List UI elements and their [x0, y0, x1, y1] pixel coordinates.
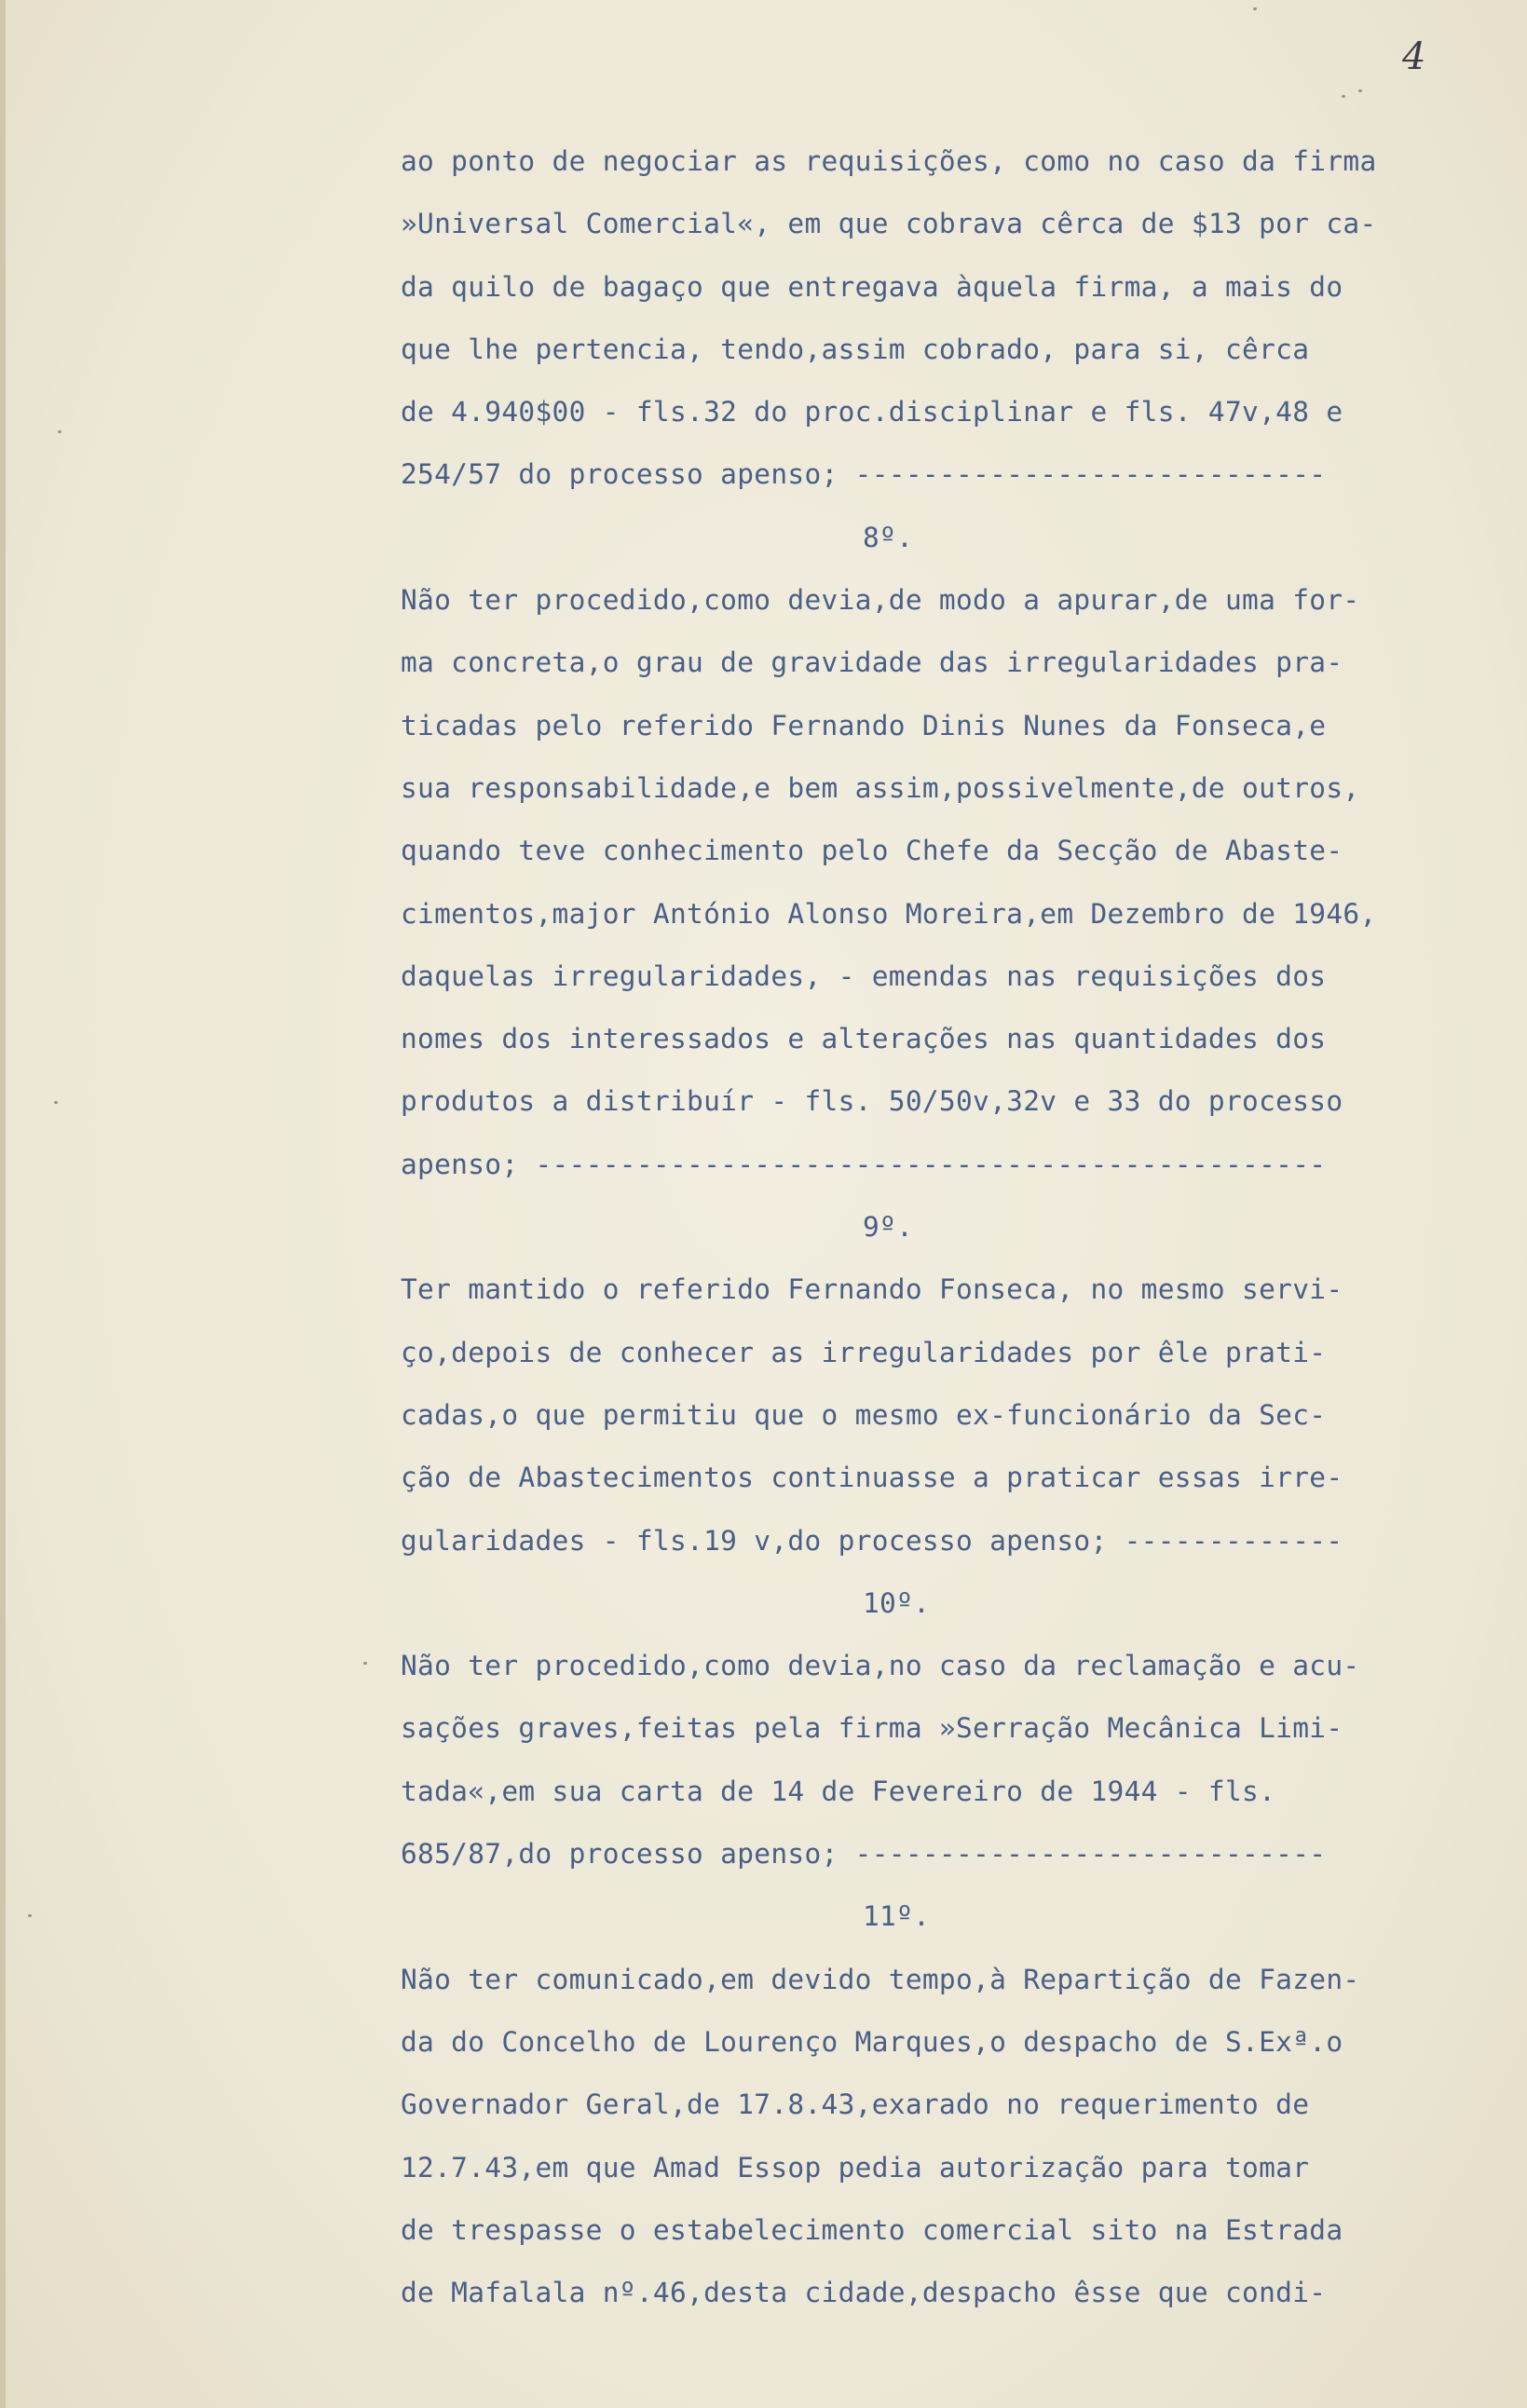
text-line: de Mafalala nº.46,desta cidade,despacho êsse que condi- — [401, 2277, 1327, 2309]
text-line: que lhe pertencia, tendo,assim cobrado, para si, cêrca — [401, 333, 1310, 365]
paper-speck — [58, 430, 61, 433]
section-number: 8º. — [863, 521, 914, 553]
text-line: quando teve conhecimento pelo Chefe da Secção de Abaste- — [401, 835, 1343, 867]
text-line: Ter mantido o referido Fernando Fonseca, no mesmo servi- — [401, 1273, 1343, 1306]
text-line: »Universal Comercial«, em que cobrava cêrca de $13 por ca- — [401, 208, 1377, 240]
text-line: Governador Geral,de 17.8.43,exarado no requerimento de — [401, 2088, 1310, 2121]
page-number: 4 — [1402, 35, 1426, 78]
text-line: 12.7.43,em que Amad Essop pedia autorização para tomar — [401, 2151, 1310, 2184]
text-line: de 4.940$00 - fls.32 do proc.disciplinar e fls. 47v,48 e — [401, 396, 1343, 429]
text-line: tada«,em sua carta de 14 de Fevereiro de 1944 - fls. — [401, 1775, 1276, 1807]
text-line: ço,depois de conhecer as irregularidades por êle prati- — [401, 1336, 1327, 1368]
paper-speck — [1253, 7, 1257, 10]
text-line: de trespasse o estabelecimento comercial sito na Estrada — [401, 2213, 1343, 2246]
text-line: ao ponto de negociar as requisições, como no caso da firma — [401, 145, 1377, 177]
text-line: Não ter comunicado,em devido tempo,à Repartição de Fazen- — [401, 1963, 1360, 1995]
text-line: Não ter procedido,como devia,de modo a apurar,de uma for- — [401, 584, 1360, 617]
paper-edge — [0, 0, 6, 2408]
text-line: Não ter procedido,como devia,no caso da reclamação e acu- — [401, 1650, 1360, 1682]
text-line: ma concreta,o grau de gravidade das irregularidades pra- — [401, 646, 1343, 679]
paper-speck — [54, 1101, 58, 1104]
section-number: 9º. — [863, 1211, 914, 1244]
paper-speck — [363, 1662, 367, 1665]
section-number: 10º. — [863, 1586, 931, 1619]
text-line: ção de Abastecimentos continuasse a praticar essas irre- — [401, 1462, 1343, 1494]
text-line: daquelas irregularidades, - emendas nas requisições dos — [401, 959, 1327, 992]
text-line: apenso; ----------------------------------------------- — [401, 1148, 1327, 1180]
text-line: cadas,o que permitiu que o mesmo ex-funcionário da Sec- — [401, 1398, 1327, 1431]
text-line: sações graves,feitas pela firma »Serração Mecânica Limi- — [401, 1712, 1343, 1745]
text-line: 254/57 do processo apenso; ---------------------------- — [401, 458, 1327, 491]
text-line: da quilo de bagaço que entregava àquela firma, a mais do — [401, 270, 1343, 303]
text-line: ticadas pelo referido Fernando Dinis Nunes da Fonseca,e — [401, 709, 1327, 741]
text-line: cimentos,major António Alonso Moreira,em Dezembro de 1946, — [401, 897, 1377, 930]
text-line: 685/87,do processo apenso; ---------------------------- — [401, 1838, 1327, 1871]
text-line: sua responsabilidade,e bem assim,possivelmente,de outros, — [401, 771, 1360, 804]
text-line: da do Concelho de Lourenço Marques,o despacho de S.Exª.o — [401, 2025, 1343, 2058]
text-line: produtos a distribuír - fls. 50/50v,32v e 33 do processo — [401, 1085, 1343, 1118]
paper-speck — [28, 1914, 32, 1917]
paper-speck — [1342, 95, 1345, 98]
body-text — [401, 130, 1477, 2324]
text-line: gularidades - fls.19 v,do processo apenso; ------------- — [401, 1524, 1343, 1557]
paper-speck — [1358, 89, 1362, 92]
text-line: nomes dos interessados e alterações nas quantidades dos — [401, 1023, 1327, 1055]
section-number: 11º. — [863, 1900, 931, 1933]
